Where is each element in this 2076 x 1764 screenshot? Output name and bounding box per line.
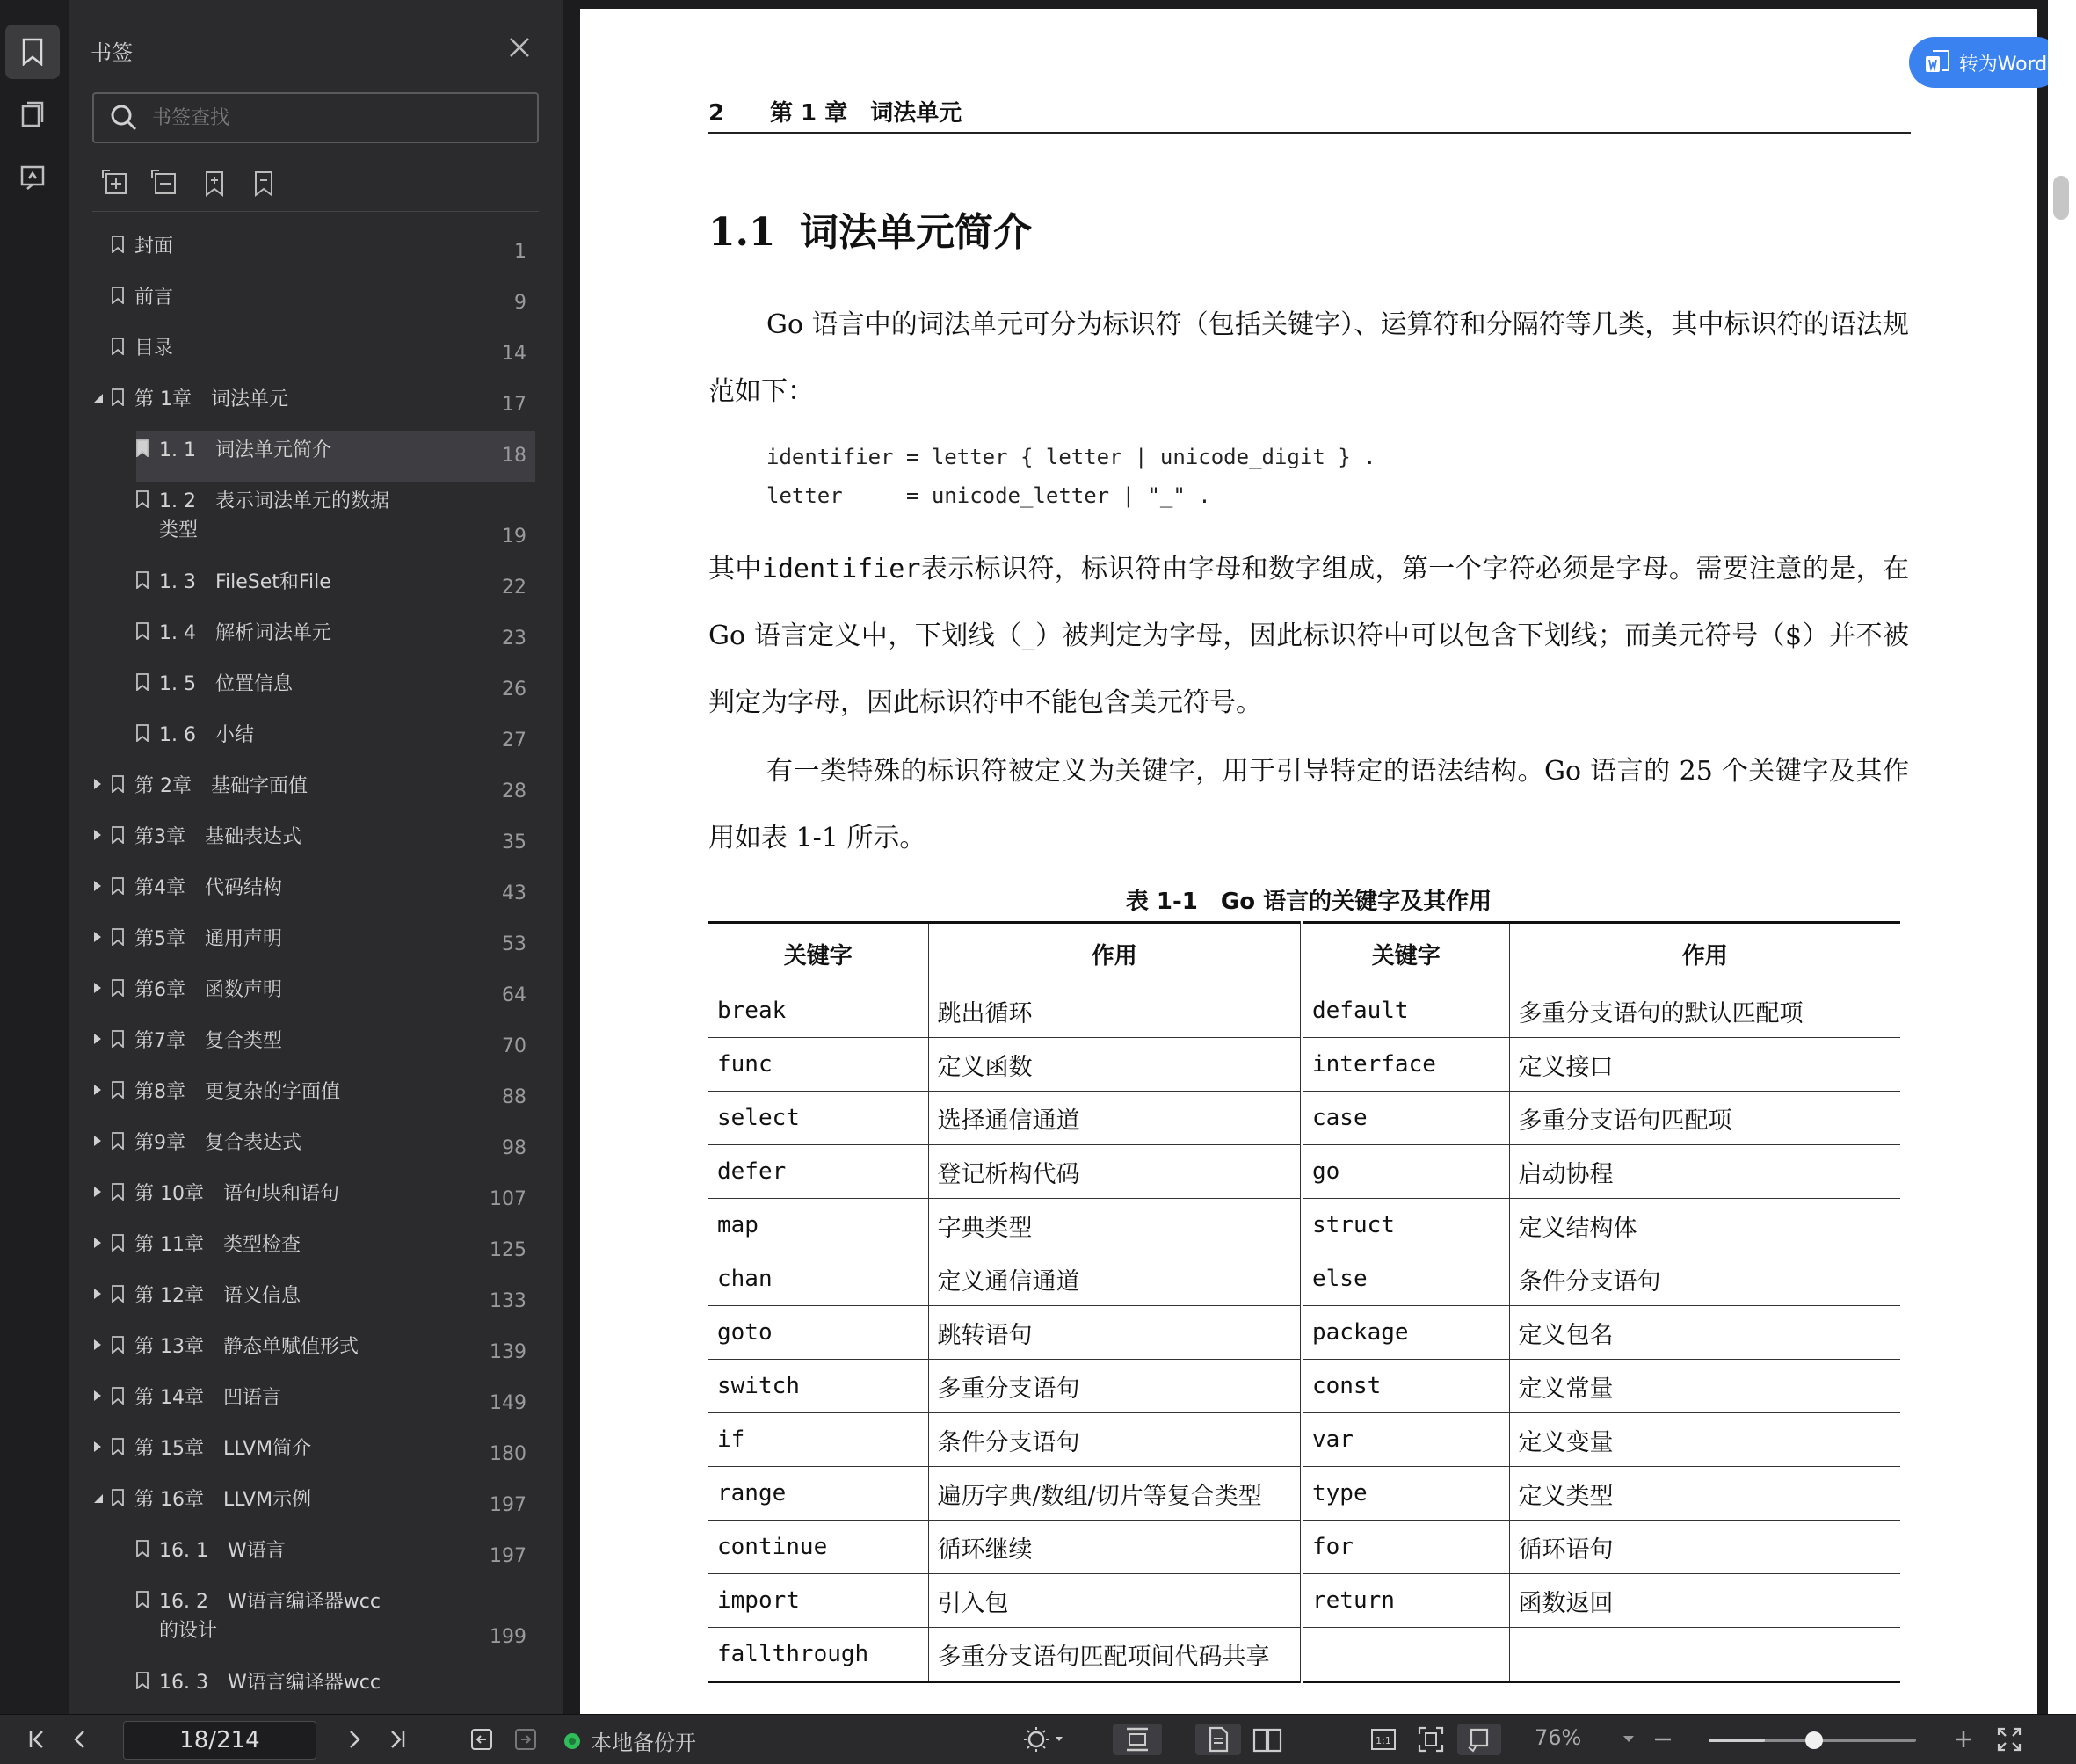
- bookmark-page-number: 70: [502, 1035, 526, 1057]
- bookmark-icon: [136, 673, 149, 691]
- bookmark-icon: [112, 1336, 124, 1354]
- table-row: [708, 1252, 1900, 1306]
- description-cell: 定义常量: [1509, 1360, 1900, 1413]
- keyword-cell: switch: [708, 1360, 928, 1413]
- bookmark-label: 第 2章 基础字面值: [134, 775, 308, 797]
- bookmark-icon: [112, 388, 124, 406]
- go-back-button[interactable]: [464, 1724, 499, 1755]
- fit-width-button[interactable]: [1113, 1724, 1162, 1755]
- bookmark-label: 第 1章 词法单元: [134, 388, 288, 410]
- double-page-icon: [1252, 1726, 1282, 1753]
- bookmark-item[interactable]: [69, 766, 535, 817]
- status-dot-icon: [563, 1731, 582, 1751]
- zoom-out-button[interactable]: [1645, 1724, 1680, 1755]
- keyword-cell: continue: [708, 1521, 928, 1574]
- bookmark-icon: [112, 928, 124, 946]
- keyword-cell: for: [1302, 1521, 1509, 1574]
- chevron-right-icon: [343, 1729, 364, 1750]
- bookmark-icon: [112, 236, 124, 253]
- previous-page-button[interactable]: [63, 1724, 98, 1755]
- local-backup-label: 本地备份开: [591, 1731, 696, 1755]
- bookmark-page-number: 23: [502, 628, 526, 650]
- bookmark-item[interactable]: [69, 1123, 535, 1174]
- description-cell: 定义通信通道: [928, 1252, 1302, 1306]
- expand-all-icon: [101, 169, 131, 199]
- description-cell: 启动协程: [1509, 1145, 1900, 1199]
- table-caption: 表 1-1 Go 语言的关键字及其作用: [1125, 889, 1492, 915]
- description-cell: 定义接口: [1509, 1038, 1900, 1092]
- bookmark-item[interactable]: [69, 613, 535, 664]
- caret-right-icon[interactable]: [91, 1389, 105, 1403]
- remove-bookmark-button[interactable]: [249, 169, 279, 199]
- bookmark-item[interactable]: [69, 1174, 535, 1225]
- bookmark-page-number: 64: [502, 984, 526, 1006]
- bookmark-label: 封面: [134, 236, 174, 258]
- table-row: [708, 1574, 1900, 1628]
- document-viewport: [563, 0, 2076, 1714]
- bookmark-label: 第8章 更复杂的字面值: [134, 1081, 340, 1103]
- keyword-cell: chan: [708, 1252, 928, 1306]
- description-cell: 字典类型: [928, 1199, 1302, 1252]
- bookmark-page-number: 9: [514, 292, 526, 314]
- bookmark-panel-button[interactable]: [5, 25, 60, 79]
- bookmark-icon: [136, 1540, 149, 1557]
- bookmark-item[interactable]: [69, 1480, 535, 1531]
- caret-right-icon[interactable]: [91, 1134, 105, 1148]
- keyword-cell: package: [1302, 1306, 1509, 1360]
- keyword-cell: const: [1302, 1360, 1509, 1413]
- bookmark-icon: [112, 1387, 124, 1405]
- table-header: 关键字: [708, 923, 928, 984]
- rotate-view-button[interactable]: [1457, 1724, 1501, 1755]
- zoom-slider-fill: [1709, 1739, 1765, 1742]
- bookmark-search: [92, 92, 539, 143]
- description-cell: 跳转语句: [928, 1306, 1302, 1360]
- bookmark-list: [69, 227, 544, 1712]
- bookmark-icon: [21, 38, 44, 66]
- last-page-button[interactable]: [380, 1724, 415, 1755]
- description-cell: 定义类型: [1509, 1467, 1900, 1521]
- bookmark-label: 1. 6 小结: [159, 724, 254, 746]
- paragraph-identifier: [708, 536, 1909, 737]
- zoom-dropdown-button[interactable]: [1615, 1724, 1642, 1755]
- bookmark-label: 第3章 基础表达式: [134, 826, 301, 848]
- keyword-cell: type: [1302, 1467, 1509, 1521]
- bookmark-item[interactable]: [69, 1378, 535, 1429]
- bookmark-item[interactable]: [69, 919, 535, 970]
- caret-right-icon[interactable]: [91, 930, 105, 944]
- description-cell: 定义变量: [1509, 1413, 1900, 1467]
- table-row: [708, 1360, 1900, 1413]
- table-header: 作用: [1509, 923, 1900, 984]
- thumbnail-icon: [20, 101, 45, 129]
- keyword-table: [708, 921, 1900, 1683]
- eye-mode-icon: [1020, 1725, 1064, 1753]
- bookmark-item[interactable]: [136, 431, 535, 482]
- bookmark-label: 第 16章 LLVM示例: [134, 1489, 312, 1511]
- bookmark-page-number: 133: [490, 1290, 526, 1312]
- bookmark-page-number: 35: [502, 831, 526, 853]
- annotation-icon: [18, 164, 47, 192]
- keyword-cell: go: [1302, 1145, 1509, 1199]
- running-head-page-number: 2: [708, 100, 725, 127]
- description-cell: 引入包: [928, 1574, 1302, 1628]
- bookmark-page-number: 1: [514, 241, 526, 263]
- chevron-left-icon: [70, 1729, 91, 1750]
- caret-right-icon[interactable]: [91, 1338, 105, 1352]
- bookmark-label: 第 15章 LLVM简介: [134, 1438, 312, 1460]
- bookmark-label: 第 14章 凹语言: [134, 1387, 281, 1409]
- table-row: [708, 1306, 1900, 1360]
- bookmark-icon: [112, 1438, 124, 1455]
- bookmark-icon: [112, 1081, 124, 1099]
- bookmark-icon: [112, 775, 124, 793]
- bookmark-item[interactable]: [69, 664, 535, 715]
- first-page-button[interactable]: [19, 1724, 54, 1755]
- description-cell: 遍历字典/数组/切片等复合类型: [928, 1467, 1302, 1521]
- bookmark-item[interactable]: [69, 329, 535, 380]
- table-header: 作用: [928, 923, 1302, 984]
- description-cell: 循环继续: [928, 1521, 1302, 1574]
- table-header: 关键字: [1302, 923, 1509, 984]
- caret-right-icon[interactable]: [91, 777, 105, 791]
- bookmark-icon: [112, 1132, 124, 1150]
- bookmark-icon: [112, 1183, 124, 1201]
- keyword-cell: struct: [1302, 1199, 1509, 1252]
- bookmark-page-number: 197: [490, 1494, 526, 1516]
- paragraph-text: 表示标识符，标识符由字母和数字组成，第一个字符必须是字母。需要注意的是，在 Go 语言定义中，下划线（_）被判定为字母，因此标识符中可以包含下划线；而美元符号（$）并不被判定为字母，因此标识符中不能包含美元符号。: [708, 554, 1910, 718]
- bookmark-label: 第7章 复合类型: [134, 1030, 282, 1052]
- table-row: [708, 1467, 1900, 1521]
- description-cell: 选择通信通道: [928, 1092, 1302, 1145]
- bookmark-label: 前言: [134, 287, 174, 309]
- description-cell: 条件分支语句: [928, 1413, 1302, 1467]
- double-page-view-button[interactable]: [1245, 1724, 1290, 1755]
- description-cell: 函数返回: [1509, 1574, 1900, 1628]
- keyword-cell: default: [1302, 984, 1509, 1038]
- table-header-row: [708, 923, 1900, 984]
- search-icon: [106, 100, 142, 135]
- keyword-cell: if: [708, 1413, 928, 1467]
- code-line: identifier = letter { letter | unicode_digit } .: [766, 445, 1376, 469]
- caret-right-icon[interactable]: [91, 1032, 105, 1046]
- caret-right-icon[interactable]: [91, 1083, 105, 1097]
- description-cell: 跳出循环: [928, 984, 1302, 1038]
- caret-right-icon[interactable]: [91, 1440, 105, 1454]
- keyword-cell: select: [708, 1092, 928, 1145]
- bookmark-add-icon: [200, 169, 229, 199]
- caret-down-icon[interactable]: [91, 390, 105, 404]
- description-cell: 多重分支语句匹配项: [1509, 1092, 1900, 1145]
- bottom-toolbar: [0, 1714, 2076, 1764]
- document-scrollbar-track: [2048, 0, 2076, 1714]
- section-heading: 词法单元简介: [800, 210, 1032, 255]
- keyword-cell: else: [1302, 1252, 1509, 1306]
- section-number: 1.1: [708, 210, 776, 255]
- bookmark-icon: [136, 490, 149, 508]
- bookmark-label: 16. 2 W语言编译器wcc 的设计: [159, 1591, 381, 1642]
- description-cell: 定义结构体: [1509, 1199, 1900, 1252]
- thumbnail-panel-button[interactable]: [5, 88, 60, 142]
- table-row: [708, 1199, 1900, 1252]
- bookmark-label: 1. 1 词法单元简介: [159, 439, 331, 461]
- keyword-cell: interface: [1302, 1038, 1509, 1092]
- bookmark-label: 第9章 复合表达式: [134, 1132, 301, 1154]
- bookmark-label: 第 11章 类型检查: [134, 1234, 301, 1256]
- collapse-all-button[interactable]: [150, 169, 180, 199]
- keyword-cell: map: [708, 1199, 928, 1252]
- keyword-cell: [1302, 1628, 1509, 1682]
- table-row: [708, 1521, 1900, 1574]
- bookmark-label: 16. 1 W语言: [159, 1540, 286, 1562]
- table-row: [708, 1038, 1900, 1092]
- bookmark-remove-icon: [249, 169, 279, 199]
- bookmark-icon: [136, 439, 149, 457]
- next-page-button[interactable]: [336, 1724, 371, 1755]
- bookmark-sidebar: [69, 0, 562, 1714]
- last-page-icon: [387, 1729, 408, 1750]
- keyword-cell: import: [708, 1574, 928, 1628]
- keyword-cell: case: [1302, 1092, 1509, 1145]
- description-cell: 多重分支语句的默认匹配项: [1509, 984, 1900, 1038]
- expand-all-button[interactable]: [101, 169, 131, 199]
- actual-size-button[interactable]: [1364, 1724, 1403, 1755]
- bookmark-page-number: 125: [490, 1239, 526, 1261]
- table-row: [708, 1092, 1900, 1145]
- caret-right-icon[interactable]: [91, 828, 105, 842]
- bookmark-page-number: 43: [502, 882, 526, 904]
- bookmark-page-number: 197: [490, 1545, 526, 1567]
- single-page-icon: [1206, 1726, 1230, 1753]
- bookmark-label: 1. 4 解析词法单元: [159, 622, 331, 644]
- paragraph-intro: Go 语言中的词法单元可分为标识符（包括关键字）、运算符和分隔符等几类，其中标识符的语法规范如下：: [708, 309, 1909, 407]
- zoom-slider-knob[interactable]: [1805, 1731, 1823, 1749]
- bookmark-item[interactable]: [69, 1072, 535, 1123]
- keyword-cell: range: [708, 1467, 928, 1521]
- bookmark-item[interactable]: [69, 970, 535, 1021]
- table-row: [708, 1628, 1900, 1682]
- paragraph-keywords: 有一类特殊的标识符被定义为关键字，用于引导特定的语法结构。Go 语言的 25 个关键字及其作用如表 1-1 所示。: [708, 756, 1909, 853]
- bookmark-icon: [136, 571, 149, 589]
- zoom-slider[interactable]: [1709, 1739, 1916, 1742]
- caret-down-icon[interactable]: [91, 1491, 105, 1505]
- fit-page-button[interactable]: [1412, 1724, 1450, 1755]
- keyword-cell: func: [708, 1038, 928, 1092]
- bookmark-item[interactable]: [69, 1021, 535, 1072]
- single-page-view-button[interactable]: [1195, 1724, 1241, 1755]
- plus-icon: [1953, 1729, 1974, 1750]
- chevron-down-icon: [1622, 1735, 1635, 1744]
- sidebar-close-button[interactable]: [505, 33, 534, 62]
- bookmark-item[interactable]: [69, 1276, 535, 1327]
- bookmark-item[interactable]: [69, 715, 535, 766]
- actual-size-icon: [1370, 1726, 1397, 1753]
- close-icon: [505, 33, 534, 62]
- bookmark-item[interactable]: [69, 1663, 535, 1712]
- description-cell: 循环语句: [1509, 1521, 1900, 1574]
- bookmark-label: 1. 3 FileSet和File: [159, 571, 331, 593]
- go-forward-icon: [513, 1727, 538, 1752]
- bookmark-item[interactable]: [69, 1429, 535, 1480]
- bookmark-label: 第4章 代码结构: [134, 877, 282, 899]
- keyword-cell: defer: [708, 1145, 928, 1199]
- bookmark-page-number: 180: [490, 1443, 526, 1465]
- bookmark-label: 1. 2 表示词法单元的数据 类型: [159, 490, 389, 541]
- description-cell: 条件分支语句: [1509, 1252, 1900, 1306]
- bookmark-icon: [112, 338, 124, 355]
- description-cell: 登记析构代码: [928, 1145, 1302, 1199]
- description-cell: 多重分支语句: [928, 1360, 1302, 1413]
- bookmark-page-number: 139: [490, 1341, 526, 1363]
- sidebar-divider: [92, 211, 539, 212]
- bookmark-search-input[interactable]: [150, 106, 523, 130]
- bookmark-page-number: 26: [502, 679, 526, 701]
- running-head-title: 第 1 章 词法单元: [770, 100, 962, 127]
- description-cell: 定义函数: [928, 1038, 1302, 1092]
- bookmark-icon: [136, 724, 149, 742]
- bookmark-page-number: 22: [502, 577, 526, 599]
- eye-protection-button[interactable]: [1014, 1724, 1071, 1755]
- rotate-icon: [1466, 1726, 1492, 1753]
- bookmark-page-number: 14: [502, 343, 526, 365]
- code-line: letter = unicode_letter | "_" .: [766, 483, 1211, 508]
- bookmark-label: 第5章 通用声明: [134, 928, 282, 950]
- caret-right-icon[interactable]: [91, 879, 105, 893]
- bookmark-icon: [112, 1285, 124, 1303]
- document-scrollbar-thumb[interactable]: [2053, 176, 2069, 220]
- bookmark-page-number: 18: [502, 445, 526, 467]
- keyword-cell: var: [1302, 1413, 1509, 1467]
- bookmark-item[interactable]: [69, 1582, 535, 1663]
- inline-code: identifier: [761, 554, 921, 584]
- fit-width-icon: [1124, 1726, 1151, 1753]
- local-backup-status[interactable]: [563, 1725, 696, 1756]
- caret-right-icon[interactable]: [91, 1236, 105, 1250]
- bookmark-icon: [112, 1489, 124, 1506]
- bookmark-icon: [136, 1591, 149, 1608]
- bookmark-item[interactable]: [69, 1531, 535, 1582]
- keyword-cell: goto: [708, 1306, 928, 1360]
- first-page-icon: [26, 1729, 47, 1750]
- bookmark-label: 第6章 函数声明: [134, 979, 282, 1001]
- convert-to-word-label: 转为Word: [1958, 53, 2048, 76]
- fullscreen-icon: [1997, 1727, 2022, 1752]
- bookmark-icon: [112, 979, 124, 997]
- bookmark-page-number: 53: [502, 933, 526, 955]
- table-row: [708, 1413, 1900, 1467]
- caret-right-icon[interactable]: [91, 1185, 105, 1199]
- go-back-icon: [469, 1727, 494, 1752]
- document-page: [580, 9, 2048, 1714]
- bookmark-toolbar: [101, 169, 279, 204]
- bookmark-label: 16. 3 W语言编译器wcc: [159, 1672, 381, 1694]
- bookmark-icon: [136, 622, 149, 640]
- collapse-all-icon: [150, 169, 180, 199]
- bookmark-icon: [112, 877, 124, 895]
- bookmark-item[interactable]: [69, 563, 535, 613]
- bookmark-page-number: 88: [502, 1086, 526, 1108]
- description-cell: 定义包名: [1509, 1306, 1900, 1360]
- bookmark-page-number: 28: [502, 780, 526, 802]
- section-title: [708, 200, 1032, 257]
- keyword-cell: return: [1302, 1574, 1509, 1628]
- bookmark-label: 第 10章 语句块和语句: [134, 1183, 339, 1205]
- bookmark-page-number: 149: [490, 1392, 526, 1414]
- caret-right-icon[interactable]: [91, 1287, 105, 1301]
- bookmark-item[interactable]: [69, 1327, 535, 1378]
- fullscreen-button[interactable]: [1990, 1724, 2029, 1755]
- bookmark-page-number: 27: [502, 730, 526, 751]
- bookmark-item[interactable]: [69, 227, 535, 278]
- go-forward-button[interactable]: [508, 1724, 543, 1755]
- bookmark-label: 第 12章 语义信息: [134, 1285, 301, 1307]
- minus-icon: [1652, 1729, 1673, 1750]
- running-head: [708, 95, 962, 127]
- keyword-cell: fallthrough: [708, 1628, 928, 1682]
- fit-page-icon: [1418, 1726, 1444, 1753]
- bookmark-page-number: 19: [502, 526, 526, 548]
- annotation-panel-button[interactable]: [5, 151, 60, 206]
- running-head-rule: [708, 132, 1911, 134]
- zoom-level[interactable]: 76%: [1535, 1725, 1582, 1750]
- bookmark-icon: [112, 826, 124, 844]
- add-bookmark-button[interactable]: [200, 169, 229, 199]
- description-cell: [1509, 1628, 1900, 1682]
- bookmark-icon: [112, 1030, 124, 1048]
- bookmark-page-number: 107: [490, 1188, 526, 1210]
- sidebar-title: 书签: [91, 40, 133, 65]
- bookmark-page-number: 199: [490, 1626, 526, 1648]
- bookmark-item[interactable]: [69, 380, 535, 431]
- bookmark-page-number: 17: [502, 394, 526, 416]
- description-cell: 多重分支语句匹配项间代码共享: [928, 1628, 1302, 1682]
- bookmark-item[interactable]: [69, 868, 535, 919]
- caret-right-icon[interactable]: [91, 981, 105, 995]
- keyword-cell: break: [708, 984, 928, 1038]
- bookmark-icon: [112, 287, 124, 304]
- page-number-input[interactable]: [123, 1721, 316, 1760]
- bookmark-page-number: 98: [502, 1137, 526, 1159]
- bookmark-item[interactable]: [69, 817, 535, 868]
- bookmark-item[interactable]: [69, 1225, 535, 1276]
- bookmark-item[interactable]: [69, 278, 535, 329]
- table-row: [708, 984, 1900, 1038]
- bookmark-item[interactable]: [69, 482, 535, 563]
- paragraph-text: 其中: [708, 554, 762, 584]
- table-row: [708, 1145, 1900, 1199]
- word-convert-icon: [1924, 49, 1952, 76]
- svg-text:1:1: 1:1: [1376, 1735, 1391, 1746]
- bookmark-label: 1. 5 位置信息: [159, 673, 293, 695]
- bookmark-label: 目录: [134, 338, 174, 359]
- bookmark-icon: [112, 1234, 124, 1252]
- icon-rail: [0, 0, 69, 1714]
- convert-to-word-button[interactable]: [1909, 37, 2062, 88]
- zoom-in-button[interactable]: [1946, 1724, 1981, 1755]
- bookmark-icon: [136, 1672, 149, 1689]
- bookmark-label: 第 13章 静态单赋值形式: [134, 1336, 359, 1358]
